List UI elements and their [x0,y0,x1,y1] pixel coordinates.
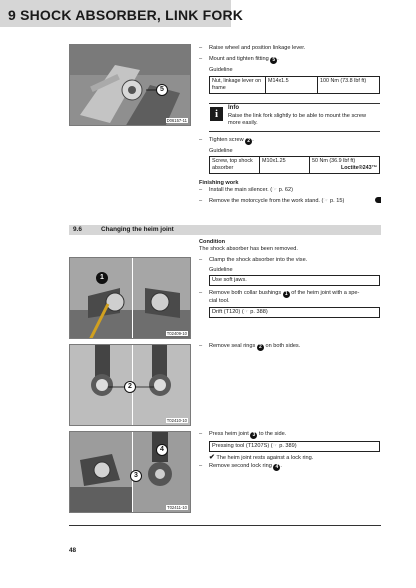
image-code: T02411-10 [167,505,187,510]
callout-5: 5 [156,84,168,96]
step-tighten-screw: – Tighten screw 2 . [199,137,254,144]
callout-2: 2 [124,381,136,393]
page-ref-link[interactable]: p. 388) [250,309,268,315]
callout-4: 4 [156,444,168,456]
image-code: T02410-10 [166,418,187,423]
table-cell: Screw, top shock absorber [210,157,260,174]
info-icon: i [210,107,223,121]
image-code: D06157-11 [166,118,187,123]
table-cell: M10x1.25 [260,157,310,174]
guideline-label: Guideline [209,267,233,273]
callout-2-inline: 2 [257,344,264,351]
torque-table-nut [209,76,380,94]
page-ref-icon: ☞ [243,309,249,315]
photo-heim-joint [69,431,191,513]
photo-collar-bushings-illustration [70,258,191,339]
section-title: Changing the heim joint [101,226,174,233]
page-number: 48 [69,547,77,554]
page-ref-link[interactable]: p. 15 [329,198,343,204]
photo-linkage-lever [69,44,191,126]
torque-table-screw [209,156,380,174]
finishing-work-title: Finishing work [199,180,239,186]
step-remove-from-stand: – Remove the motorcycle from the work stand. (☞ p. 15) [199,198,345,204]
step-remove-seal-rings: – Remove seal rings 2 on both sides. [199,343,301,350]
check-result: ✔ The heim joint rests against a lock ring. [209,454,314,461]
page-ref-icon: ☞ [272,187,278,193]
section-number: 9.6 [73,226,82,233]
guideline-label: Guideline [209,67,233,73]
step-press-heim-joint: – Press heim joint 3 to the side. [199,431,287,438]
page-ref-icon: ☞ [272,443,278,449]
callout-3-inline: 3 [250,432,257,439]
photo-linkage-lever-illustration [70,45,191,126]
page-ref-link[interactable]: p. 62 [278,187,292,193]
callout-5-inline: 5 [270,57,277,64]
condition-title: Condition [199,239,226,245]
step-mount-fitting: – Mount and tighten fitting 5 . [199,56,279,63]
info-bottom-rule [209,131,380,132]
callout-4-inline: 4 [273,464,280,471]
callout-2-inline: 2 [245,138,252,145]
step-remove-collar-bushings: – Remove both collar bushings 1 of the heim joint with a spe- cial tool. [199,290,360,304]
check-icon: ✔ [209,454,215,461]
end-of-section-marker [375,197,381,203]
table-cell: 50 Nm (36.9 lbf ft) Loctite®243™ [310,157,380,174]
page-ref-link[interactable]: p. 389) [279,443,297,449]
callout-1: 1 [96,272,108,284]
footer-rule [69,525,381,526]
chapter-title: 9 SHOCK ABSORBER, LINK FORK [8,7,244,23]
tool-box-pressing-tool: Pressing tool (T1207S) (☞ p. 389) [209,441,380,452]
callout-3: 3 [130,470,142,482]
photo-collar-bushings [69,257,191,339]
table-cell: Nut, linkage lever on frame [210,77,266,94]
callout-1-inline: 1 [283,291,290,298]
page-ref-icon: ☞ [323,198,329,204]
image-code: T02409-10 [166,331,187,336]
table-cell: 100 Nm (73.8 lbf ft) [318,77,380,94]
table-cell: M14x1.5 [266,77,318,94]
step-install-silencer: – Install the main silencer. (☞ p. 62) [199,187,294,193]
photo-seal-rings [69,344,191,426]
step-remove-lock-ring: – Remove second lock ring 4 . [199,463,282,470]
guideline-box-soft-jaws: Use soft jaws. [209,275,380,286]
step-raise-wheel: – Raise wheel and position linkage lever. [199,45,306,51]
info-text: Raise the link fork slightly to be able to mount the screw more easily. [228,113,367,127]
info-title: Info [228,105,239,111]
tool-box-drift: Drift (T120) (☞ p. 388) [209,307,380,318]
condition-text: The shock absorber has been removed. [199,246,298,252]
info-top-rule [209,103,380,104]
step-clamp-absorber: – Clamp the shock absorber into the vise. [199,257,308,263]
guideline-label: Guideline [209,148,233,154]
